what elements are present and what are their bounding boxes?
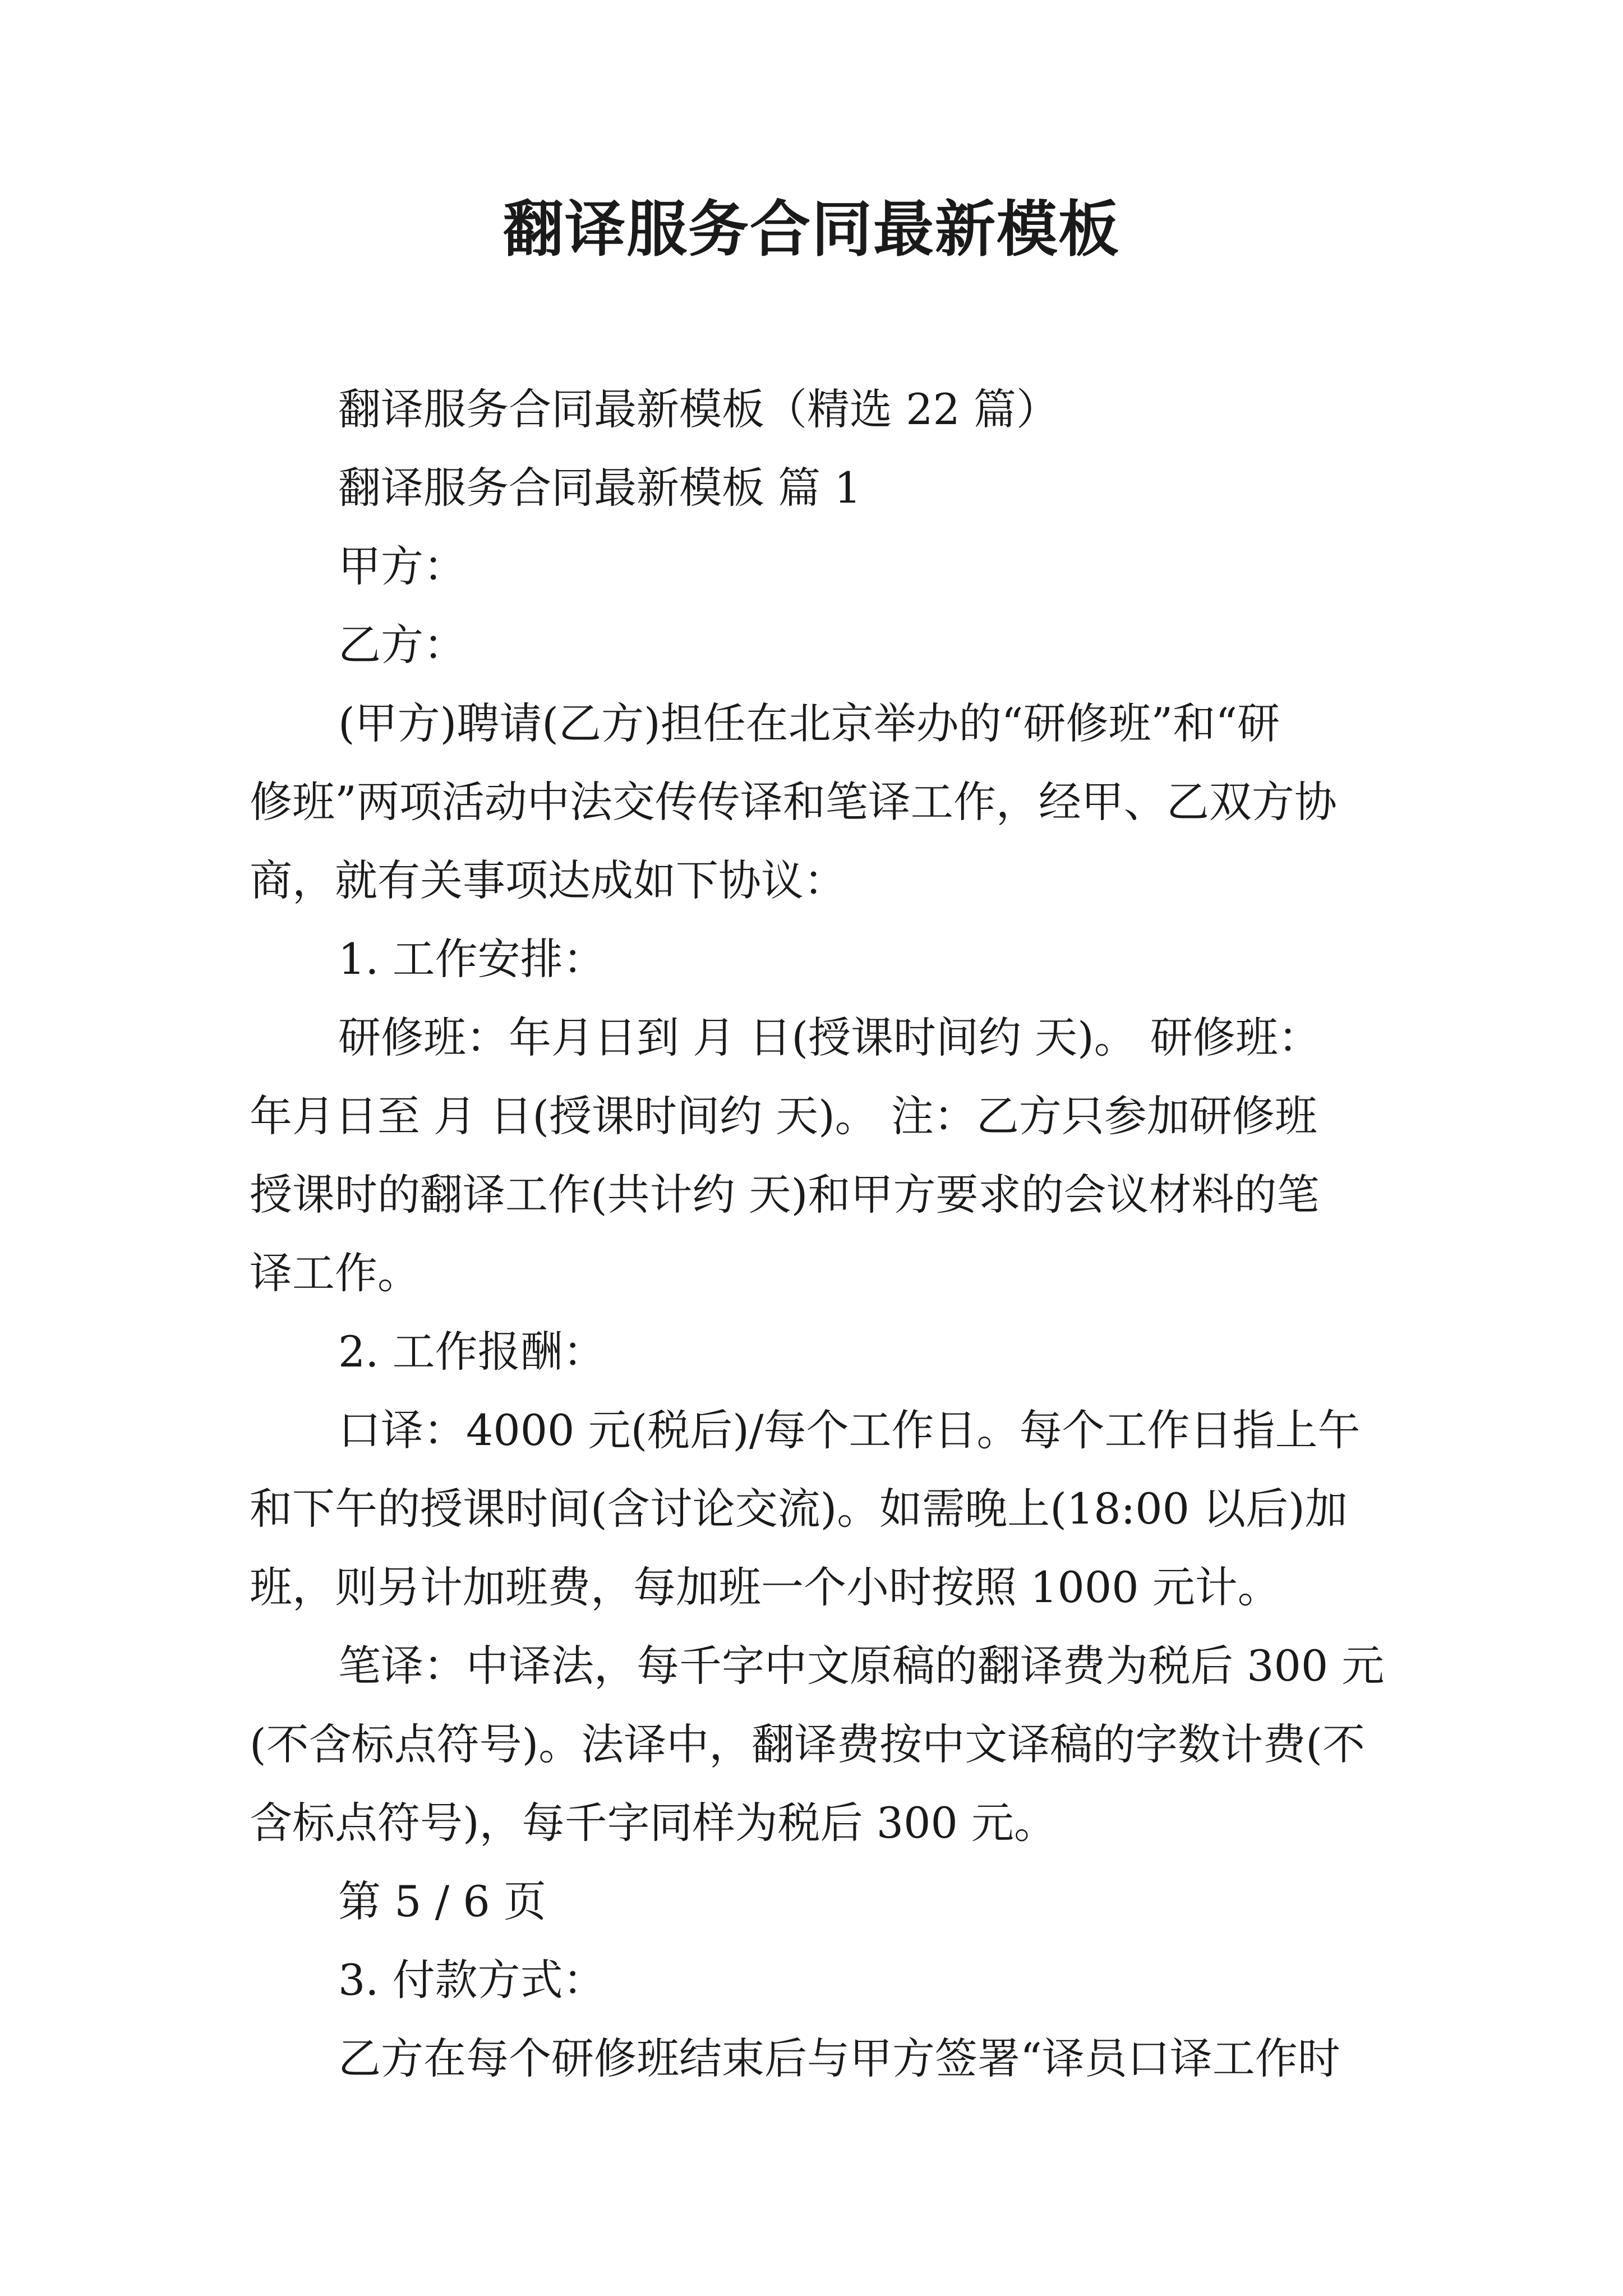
text-line: 2. 工作报酬： [338, 1327, 606, 1377]
text-line: 甲方： [338, 541, 466, 591]
text-line: 乙方： [338, 620, 466, 670]
text-line: 班，则另计加班费，每加班一个小时按照 1000 元计。 [250, 1562, 1280, 1612]
text-line: 乙方在每个研修班结束后与甲方签署“译员口译工作时 [338, 2033, 1340, 2083]
text-line: 商，就有关事项达成如下协议： [250, 855, 846, 905]
text-line: 口译：4000 元(税后)/每个工作日。每个工作日指上午 [338, 1405, 1361, 1455]
text-line: 译工作。 [250, 1248, 420, 1298]
text-line: (甲方)聘请(乙方)担任在北京举办的“研修班”和“研 [338, 698, 1280, 748]
text-line: 翻译服务合同最新模板（精选 22 篇） [338, 384, 1059, 434]
text-line: 含标点符号)，每千字同样为税后 300 元。 [250, 1798, 1057, 1848]
page-number: 第 5 / 6 页 [338, 1876, 546, 1926]
text-line: 授课时的翻译工作(共计约 天)和甲方要求的会议材料的笔 [250, 1170, 1320, 1220]
text-line: 研修班：年月日到 月 日(授课时间约 天)。 研修班： [338, 1013, 1321, 1062]
document-title: 翻译服务合同最新模板 [502, 195, 1120, 265]
text-line: 翻译服务合同最新模板 篇 1 [338, 463, 861, 513]
text-line: 修班”两项活动中法交传传译和笔译工作，经甲、乙双方协 [250, 777, 1337, 827]
text-line: 3. 付款方式： [338, 1955, 606, 2005]
text-line: (不含标点符号)。法译中，翻译费按中文译稿的字数计费(不 [250, 1719, 1365, 1769]
text-line: 年月日至 月 日(授课时间约 天)。 注：乙方只参加研修班 [250, 1091, 1317, 1141]
text-line: 1. 工作安排： [338, 934, 606, 984]
text-line: 笔译：中译法，每千字中文原稿的翻译费为税后 300 元 [338, 1641, 1385, 1691]
document-body [250, 370, 1385, 2098]
text-line: 和下午的授课时间(含讨论交流)。如需晚上(18:00 以后)加 [250, 1484, 1348, 1534]
